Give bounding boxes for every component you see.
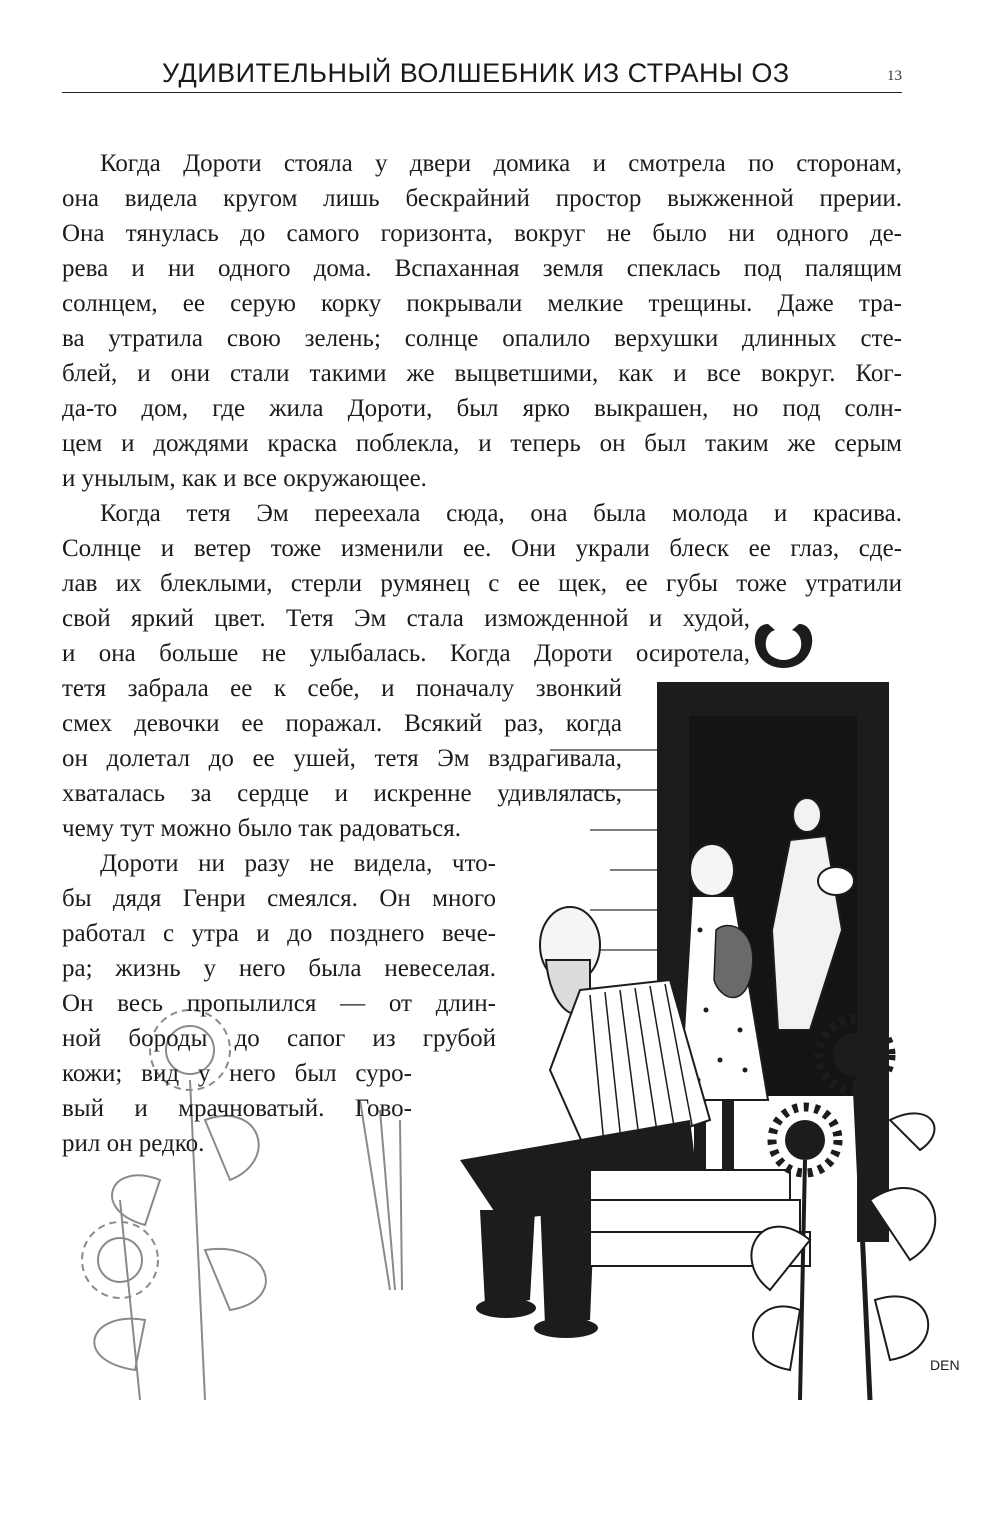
text-line: ра; жизнь у него была невеселая.: [62, 955, 496, 982]
text-line: цем и дождями краска поблекла, и теперь он был таким же серым: [62, 430, 902, 457]
text-line: Когда тетя Эм переехала сюда, она была молода и красива.: [100, 500, 902, 527]
text-line: кожи; вид у него был суро-: [62, 1060, 412, 1087]
text-line: тетя забрала ее к себе, и поначалу звонкий: [62, 675, 622, 702]
text-line: работал с утра и до позднего вече-: [62, 920, 496, 947]
horseshoe-icon: [755, 624, 812, 668]
page-number: 13: [887, 68, 902, 84]
text-line: Она тянулась до самого горизонта, вокруг не было ни одного де-: [62, 220, 902, 247]
text-line: смех девочки ее поражал. Всякий раз, когда: [62, 710, 622, 737]
text-line: и она больше не улыбалась. Когда Дороти осиротела,: [62, 640, 750, 667]
text-line: рева и ни одного дома. Вспаханная земля спеклась под палящим: [62, 255, 902, 282]
text-line: лав их блеклыми, стерли румянец с ее щек, ее губы тоже утратили: [62, 570, 902, 597]
artist-signature: DEN: [930, 1357, 960, 1373]
text-line: бы дядя Генри смеялся. Он много: [62, 885, 496, 912]
text-line: солнцем, ее серую корку покрывали мелкие трещины. Даже тра-: [62, 290, 902, 317]
text-line: хваталась за сердце и искренне удивлялась,: [62, 780, 622, 807]
running-header: [62, 58, 902, 93]
text-line: Когда Дороти стояла у двери домика и смотрела по сторонам,: [100, 150, 902, 177]
text-line: Он весь пропылился — от длин-: [62, 990, 496, 1017]
text-line: ва утратила свою зелень; солнце опалило верхушки длинных сте-: [62, 325, 902, 352]
text-line: блей, и они стали такими же выцветшими, как и все вокруг. Ког-: [62, 360, 902, 387]
text-line: Дороти ни разу не видела, что-: [100, 850, 496, 877]
text-line: она видела кругом лишь бескрайний простор выжженной прерии.: [62, 185, 902, 212]
text-line: чему тут можно было так радоваться.: [62, 815, 461, 842]
text-line: рил он редко.: [62, 1130, 205, 1157]
text-line: Солнце и ветер тоже изменили ее. Они украли блеск ее глаз, сде-: [62, 535, 902, 562]
text-line: он долетал до ее ушей, тетя Эм вздрагивала,: [62, 745, 622, 772]
text-line: да-то дом, где жила Дороти, был ярко выкрашен, но под солн-: [62, 395, 902, 422]
text-line: ной бороды до сапог из грубой: [62, 1025, 496, 1052]
running-title: УДИВИТЕЛЬНЫЙ ВОЛШЕБНИК ИЗ СТРАНЫ ОЗ: [162, 58, 790, 88]
text-line: вый и мрачноватый. Гово-: [62, 1095, 412, 1122]
text-line: и унылым, как и все окружающее.: [62, 465, 427, 492]
text-line: свой яркий цвет. Тетя Эм стала изможденной и худой,: [62, 605, 750, 632]
